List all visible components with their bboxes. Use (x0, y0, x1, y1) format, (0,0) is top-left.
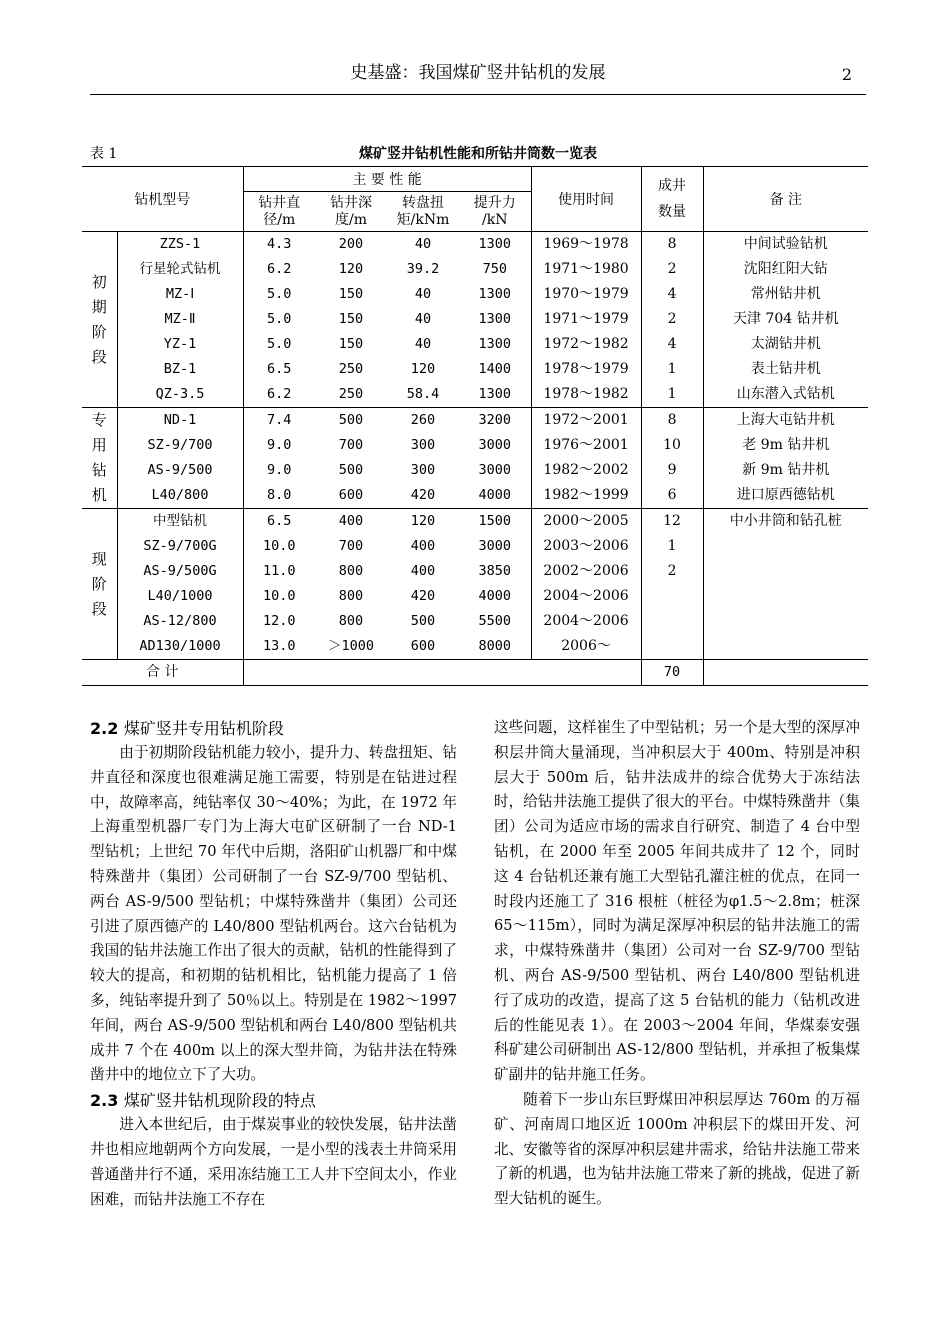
cell-count: 8 (641, 232, 703, 258)
cell-count: 1 (641, 357, 703, 382)
cell-period: 2006～ (531, 634, 641, 660)
header-torque (387, 192, 459, 232)
cell-lift: 1500 (459, 509, 531, 535)
cell-lift: 1400 (459, 357, 531, 382)
cell-diameter: 10.0 (262, 538, 296, 554)
cell-diameter: 6.5 (267, 361, 292, 377)
table-row (82, 307, 868, 332)
stage-label (82, 232, 117, 408)
table-caption (90, 142, 866, 166)
closing-paragraph: 随着下一步山东巨野煤田冲积层厚达 760m 的万福矿、河南周口地区近 1000m 冲积层下的煤田开发、河北、安徽等省的深厚冲积层建井需求，给钻井法施工带来了新的机遇，也为钻井法施工带来了新的挑战，促进了新型大钻机的诞生。 (494, 1090, 860, 1208)
cell-lift: 5500 (459, 609, 531, 634)
cell-diameter: 13.0 (262, 638, 296, 654)
table-row (82, 257, 868, 282)
header-main-performance: 主 要 性 能 (243, 167, 531, 192)
table-row (82, 584, 868, 609)
cell-torque: 39.2 (406, 261, 440, 277)
cell-model: SZ-9/700G (117, 534, 243, 559)
cell-remark: 中间试验钻机 (703, 232, 868, 258)
header-depth-line1: 钻井深 (330, 194, 372, 211)
cell-period: 1972～1982 (531, 332, 641, 357)
cell-lift: 1300 (459, 232, 531, 258)
cell-count (641, 609, 703, 634)
header-count-line2: 数量 (658, 204, 687, 220)
cell-torque: 600 (410, 638, 436, 654)
header-diameter-line2: 径/m (263, 211, 296, 228)
section-2-3-number: 2.3 (90, 1091, 119, 1111)
cell-period: 2003～2006 (531, 534, 641, 559)
cell-count: 6 (641, 483, 703, 509)
table-row (82, 382, 868, 408)
header-model: 钻机型号 (82, 167, 243, 232)
cell-model: 行星轮式钻机 (117, 257, 243, 282)
cell-period: 1972～2001 (531, 408, 641, 434)
cell-model: ND-1 (117, 408, 243, 434)
stage-char: 阶 (91, 322, 107, 341)
cell-model: L40/1000 (117, 584, 243, 609)
left-column (90, 716, 457, 1212)
cell-period: 1969～1978 (531, 232, 641, 258)
cell-model: AD130/1000 (117, 634, 243, 660)
total-label: 合 计 (82, 660, 243, 686)
stage-char: 段 (91, 599, 107, 618)
section-2-3-paragraph-start: 进入本世纪后，由于煤炭事业的较快发展，钻井法凿井也相应地朝两个方向发展，一是小型的浅表土井筒采用普通凿井行不通，采用冻结施工工人井下空间太小，作业困难，而钻井法施工不存在 (90, 1116, 457, 1208)
cell-diameter: 4.3 (243, 232, 315, 258)
cell-period: 2004～2006 (531, 609, 641, 634)
header-diameter (243, 192, 315, 232)
cell-model: L40/800 (117, 483, 243, 509)
stage-char: 用 (91, 436, 107, 454)
table-row (82, 282, 868, 307)
header-lift-line2: /kN (482, 211, 508, 228)
cell-depth: 150 (338, 286, 364, 302)
cell-model: AS-9/500G (117, 559, 243, 584)
cell-depth: 800 (338, 613, 364, 629)
cell-period: 1982～1999 (531, 483, 641, 509)
cell-model: AS-12/800 (117, 609, 243, 634)
cell-diameter: 5.0 (267, 286, 292, 302)
cell-torque: 400 (410, 538, 436, 554)
cell-torque: 40 (414, 311, 432, 327)
cell-lift: 4000 (459, 483, 531, 509)
cell-model: MZ-Ⅱ (117, 307, 243, 332)
table-row (82, 408, 868, 434)
cell-count: 9 (641, 458, 703, 483)
cell-remark: 太湖钻井机 (750, 336, 821, 352)
cell-torque: 58.4 (406, 386, 440, 402)
table-row (82, 534, 868, 559)
cell-depth: ＞1000 (327, 638, 374, 654)
cell-model: 中型钻机 (117, 509, 243, 535)
stage-char: 钻 (91, 461, 107, 479)
header-diameter-line1: 钻井直 (258, 194, 301, 211)
cell-diameter: 6.2 (267, 261, 292, 277)
cell-depth: 700 (338, 538, 364, 554)
cell-period: 2002～2006 (531, 559, 641, 584)
table-row (82, 634, 868, 660)
cell-period: 1976～2001 (531, 433, 641, 458)
cell-torque: 120 (410, 361, 436, 377)
table-row (82, 332, 868, 357)
stage-char: 现 (91, 549, 107, 568)
section-2-3-heading (90, 1088, 457, 1113)
page-header (90, 60, 866, 95)
cell-remark: 常州钻井机 (750, 286, 821, 302)
cell-diameter: 9.0 (267, 462, 292, 478)
cell-period: 1978～1982 (531, 382, 641, 408)
drill-spec-table (82, 166, 868, 686)
stage-char: 段 (91, 347, 107, 366)
cell-remark: 天津 704 钻井机 (732, 311, 839, 327)
cell-model: SZ-9/700 (117, 433, 243, 458)
cell-model: ZZS-1 (117, 232, 243, 258)
cell-remark: 上海大屯钻井机 (703, 408, 868, 434)
cell-torque: 300 (410, 462, 436, 478)
header-count-line1: 成井 (658, 178, 687, 194)
cell-lift: 3000 (459, 433, 531, 458)
section-2-3-paragraph-continued: 这些问题，这样崔生了中型钻机；另一个是大型的深厚冲积层井筒大量涌现，当冲积层大于 400m、特别是冲积层大于 500m 后，钻井法成井的综合优势大于冻结法时，给钻井法施工提供了很大的平台。中煤特殊凿井（集团）公司为适应市场的需求自行研究、制造了 4 台中型钻机，在 2000 年至 2005 年间共成井了 12 个，同时这 4 台钻机还兼有施工大型钻孔灌注桩的优点，在同一时段内还施工了 316 根桩（桩径为φ1.5～2.8m；桩深 65～115m），同时为满足深厚冲积层的钻井法施工的需求，中煤特殊凿井（集团）公司对一台 SZ-9/700 型钻机、两台 AS-9/500 型钻机、两台 L40/800 型钻机进行了成功的改造，提高了这 5 台钻机的能力（钻机改进后的性能见表 1）。在 2003～2004 年间，华煤泰安强科矿建公司研制出 AS-12/800 型钻机，并承担了板集煤矿副井的钻井施工任务。 (494, 719, 860, 1084)
cell-lift: 1300 (459, 332, 531, 357)
total-remark (703, 660, 868, 686)
cell-diameter: 6.5 (243, 509, 315, 535)
header-lift-line1: 提升力 (473, 194, 516, 211)
cell-model: AS-9/500 (117, 458, 243, 483)
header-remark: 备 注 (703, 167, 868, 232)
stage-label (82, 408, 117, 509)
cell-remark: 沈阳红阳大钻 (743, 261, 828, 277)
stage-char: 阶 (91, 574, 107, 593)
cell-model: YZ-1 (117, 332, 243, 357)
cell-period: 2000～2005 (531, 509, 641, 535)
cell-depth: 500 (338, 462, 364, 478)
running-title: 史基盛：我国煤矿竖井钻机的发展 (350, 63, 606, 83)
cell-depth: 400 (315, 509, 387, 535)
cell-remark: 表土钻井机 (750, 361, 821, 377)
table-row (82, 357, 868, 382)
cell-lift: 3000 (459, 534, 531, 559)
cell-depth: 250 (338, 386, 364, 402)
right-column (494, 716, 860, 1212)
cell-diameter: 11.0 (262, 563, 296, 579)
cell-depth: 250 (338, 361, 364, 377)
cell-torque: 40 (414, 336, 432, 352)
cell-lift: 1300 (459, 307, 531, 332)
cell-period: 1982～2002 (531, 458, 641, 483)
table-row (82, 232, 868, 258)
cell-period: 2004～2006 (531, 584, 641, 609)
cell-count: 2 (641, 307, 703, 332)
cell-depth: 150 (338, 336, 364, 352)
total-value: 70 (641, 660, 703, 686)
cell-diameter: 12.0 (262, 613, 296, 629)
cell-depth: 200 (315, 232, 387, 258)
cell-diameter: 6.2 (267, 386, 292, 402)
stage-char: 机 (91, 486, 107, 504)
cell-torque: 260 (387, 408, 459, 434)
cell-model: QZ-3.5 (117, 382, 243, 408)
cell-depth: 800 (338, 563, 364, 579)
page-number: 2 (841, 65, 852, 84)
cell-remark: 山东潜入式钻机 (736, 386, 835, 402)
table-row (82, 433, 868, 458)
cell-model: BZ-1 (117, 357, 243, 382)
cell-torque: 120 (387, 509, 459, 535)
cell-diameter: 7.4 (243, 408, 315, 434)
cell-diameter: 9.0 (267, 437, 292, 453)
stage-char: 初 (91, 272, 107, 291)
table-row (82, 458, 868, 483)
cell-lift: 3850 (459, 559, 531, 584)
header-depth (315, 192, 387, 232)
cell-count: 2 (641, 257, 703, 282)
table-row (82, 483, 868, 509)
cell-diameter: 5.0 (267, 336, 292, 352)
header-torque-line1: 转盘扭 (402, 194, 444, 211)
section-2-2-number: 2.2 (90, 719, 119, 738)
cell-count (641, 584, 703, 609)
cell-period: 1971～1980 (531, 257, 641, 282)
cell-depth: 800 (338, 588, 364, 604)
cell-model: MZ-Ⅰ (117, 282, 243, 307)
cell-torque: 420 (410, 487, 436, 503)
cell-period: 1978～1979 (531, 357, 641, 382)
table-title: 煤矿竖井钻机性能和所钻井筒数一览表 (359, 146, 597, 162)
cell-depth: 700 (338, 437, 364, 453)
stage-char: 期 (91, 297, 107, 316)
cell-lift: 8000 (459, 634, 531, 660)
cell-torque: 500 (410, 613, 436, 629)
cell-depth: 500 (315, 408, 387, 434)
cell-lift: 3200 (459, 408, 531, 434)
section-2-2-title: 煤矿竖井专用钻机阶段 (123, 719, 284, 738)
cell-count: 2 (641, 559, 703, 584)
cell-diameter: 8.0 (267, 487, 292, 503)
header-period: 使用时间 (531, 167, 641, 232)
cell-diameter: 5.0 (267, 311, 292, 327)
header-depth-line2: 度/m (335, 211, 367, 228)
cell-torque: 400 (410, 563, 436, 579)
cell-count: 8 (641, 408, 703, 434)
cell-remark: 老 9m 钻井机 (742, 437, 830, 453)
cell-period: 1970～1979 (531, 282, 641, 307)
section-2-2-heading (90, 716, 457, 741)
cell-lift: 1300 (459, 282, 531, 307)
cell-remark: 新 9m 钻井机 (742, 462, 830, 478)
cell-count (641, 634, 703, 660)
cell-remark (703, 559, 868, 584)
table-row (82, 509, 868, 535)
section-2-3-title: 煤矿竖井钻机现阶段的特点 (123, 1091, 316, 1111)
cell-remark: 中小井筒和钻孔桩 (703, 509, 868, 535)
table-body (82, 232, 868, 686)
cell-period: 1971～1979 (531, 307, 641, 332)
cell-torque: 300 (410, 437, 436, 453)
section-2-2-paragraph: 由于初期阶段钻机能力较小，提升力、转盘扭矩、钻井直径和深度也很难满足施工需要，特别是在钻进过程中，故障率高，纯钻率仅 30～40%；为此，在 1972 年上海重型机器厂专门为上海大屯矿区研制了一台 ND-1 型钻机；上世纪 70 年代中后期，洛阳矿山机器厂和中煤特殊凿井（集团）公司研制了一台 SZ-9/700 型钻机、两台 AS-9/500 型钻机；中煤特殊凿井（集团）公司还引进了原西德产的 L40/800 型钻机两台。这六台钻机为我国的钻井法施工作出了很大的贡献，钻机的性能得到了较大的提高，和初期的钻机相比，钻机能力提高了 1 倍多，纯钻率提升到了 50％以上。特别是在 1982～1997 年间，两台 AS-9/500 型钻机和两台 L40/800 型钻机共成井 7 个在 400m 以上的深大型井筒，为钻井法在特殊凿井中的地位立下了大功。 (90, 744, 457, 1084)
cell-count: 4 (641, 282, 703, 307)
total-empty (243, 660, 641, 686)
cell-lift: 750 (459, 257, 531, 282)
cell-count: 1 (641, 382, 703, 408)
cell-lift: 3000 (459, 458, 531, 483)
table-row (82, 609, 868, 634)
cell-remark (703, 584, 868, 609)
cell-count: 1 (641, 534, 703, 559)
cell-depth: 120 (338, 261, 364, 277)
header-torque-line2: 矩/kNm (396, 211, 450, 228)
cell-remark (703, 534, 868, 559)
cell-remark (703, 609, 868, 634)
table-row (82, 559, 868, 584)
total-row (82, 660, 868, 686)
cell-remark (703, 634, 868, 660)
cell-depth: 600 (338, 487, 364, 503)
cell-count: 4 (641, 332, 703, 357)
cell-torque: 40 (387, 232, 459, 258)
stage-label (82, 509, 117, 660)
cell-lift: 1300 (459, 382, 531, 408)
cell-torque: 420 (410, 588, 436, 604)
stage-char: 专 (91, 411, 107, 429)
header-count (641, 167, 703, 232)
cell-torque: 40 (414, 286, 432, 302)
cell-remark: 进口原西德钻机 (736, 487, 835, 503)
header-lift (459, 192, 531, 232)
cell-diameter: 10.0 (262, 588, 296, 604)
cell-count: 12 (641, 509, 703, 535)
cell-lift: 4000 (459, 584, 531, 609)
table-label: 表 1 (90, 146, 118, 162)
cell-count: 10 (641, 433, 703, 458)
cell-depth: 150 (338, 311, 364, 327)
